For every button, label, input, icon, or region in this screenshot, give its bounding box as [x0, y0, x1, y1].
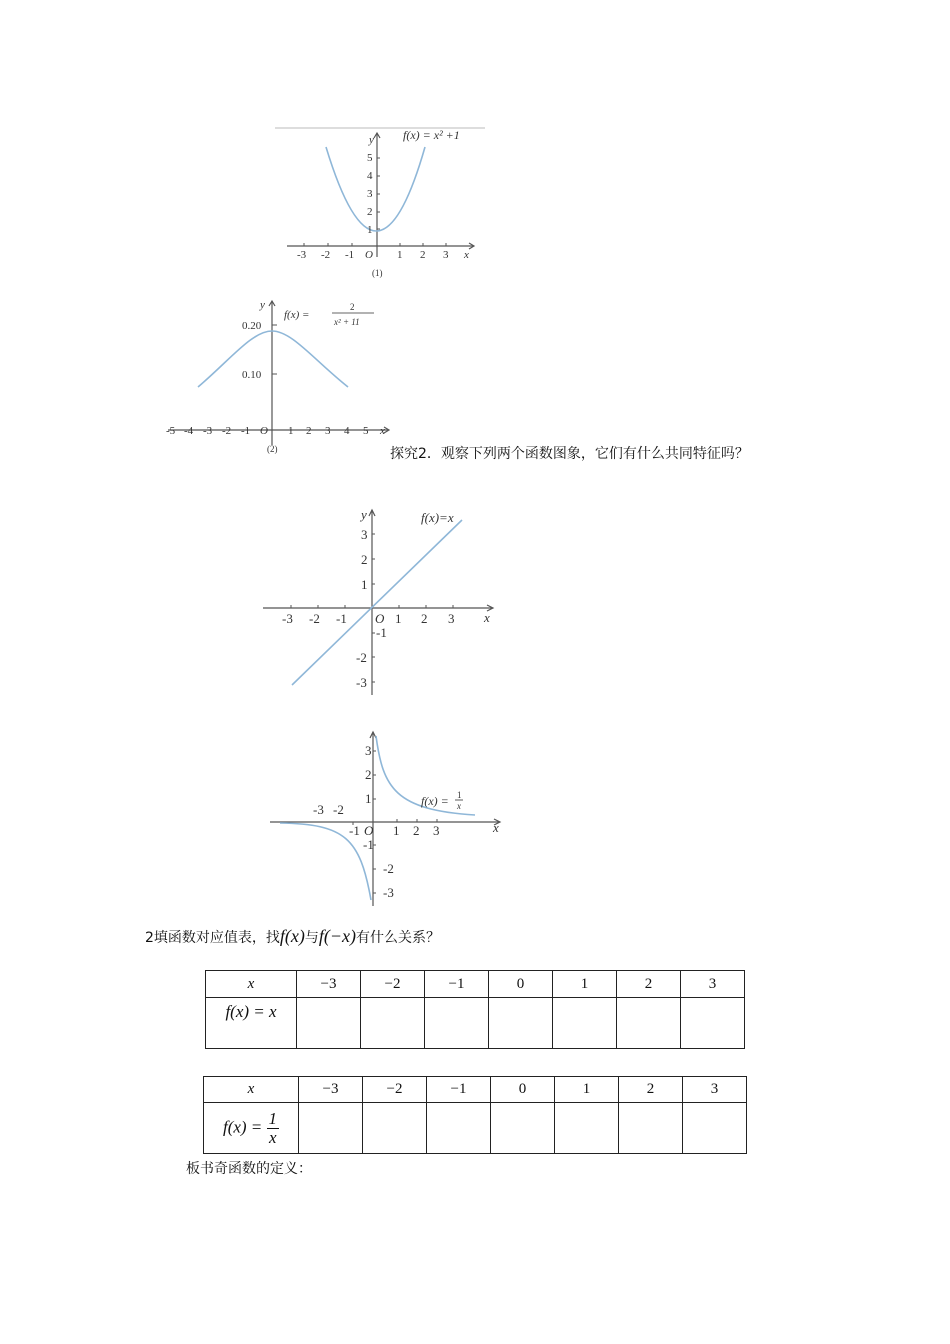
x-tick-label: -1 — [336, 611, 347, 626]
origin-label: O — [365, 249, 373, 261]
fraction-numerator: 1 — [268, 1108, 278, 1128]
y-tick-label: 5 — [367, 152, 373, 164]
exploration-prompt: 探究2．观察下列两个函数图象，它们有什么共同特征吗？ — [390, 446, 749, 462]
x-tick-label: -3 — [313, 802, 324, 817]
y-axis-label: y — [361, 507, 367, 522]
x-tick-label: 1 — [395, 611, 402, 626]
x-tick-label: 2 — [420, 249, 426, 261]
y-tick-label: -1 — [376, 625, 387, 640]
y-tick-label: 2 — [365, 767, 372, 782]
table-header-cell: 3 — [681, 971, 745, 998]
fraction-denominator: x — [457, 801, 461, 811]
definition-note: 板书奇函数的定义： — [186, 1161, 312, 1177]
x-tick-label: 2 — [413, 823, 420, 838]
x-tick-label: 3 — [325, 425, 331, 437]
y-tick-label: 0.10 — [242, 369, 262, 381]
y-tick-label: -2 — [383, 861, 394, 876]
x-tick-label: 3 — [448, 611, 455, 626]
y-tick-label: 2 — [367, 206, 373, 218]
table-empty-cell[interactable] — [297, 998, 361, 1049]
x-tick-label: -3 — [297, 249, 307, 261]
table-row-label — [204, 1103, 299, 1154]
y-tick-label: 1 — [361, 577, 368, 592]
y-tick-label: 0.20 — [242, 320, 262, 332]
table-header-cell: 0 — [489, 971, 553, 998]
y-tick-label: 3 — [365, 743, 372, 758]
y-tick-label: 1 — [367, 224, 373, 236]
x-tick-label: -2 — [333, 802, 344, 817]
table-header-cell: 2 — [619, 1077, 683, 1103]
x-tick-label: 4 — [344, 425, 350, 437]
x-tick-label: 1 — [397, 249, 403, 261]
y-tick-label: -1 — [363, 837, 374, 852]
table-header-cell: −1 — [425, 971, 489, 998]
graph-caption: (1) — [372, 268, 383, 278]
table-empty-cell[interactable] — [425, 998, 489, 1049]
x-tick-label: -1 — [345, 249, 355, 261]
fraction-denominator: x² + 11 — [334, 317, 360, 327]
table-header-cell: −3 — [297, 971, 361, 998]
bell-curve — [198, 331, 348, 387]
graph-parabola-svg — [275, 125, 490, 285]
x-tick-label: 1 — [393, 823, 400, 838]
x-axis-label: x — [493, 820, 499, 835]
y-tick-label: 4 — [367, 170, 373, 182]
x-tick-label: 2 — [306, 425, 312, 437]
x-tick-label: 3 — [443, 249, 449, 261]
x-tick-label: -3 — [203, 425, 213, 437]
table-header-cell: −1 — [427, 1077, 491, 1103]
table-empty-cell[interactable] — [683, 1103, 747, 1154]
value-table-reciprocal — [203, 1076, 747, 1154]
graph-parabola — [275, 125, 490, 285]
x-tick-label: 2 — [421, 611, 428, 626]
table-empty-cell[interactable] — [617, 998, 681, 1049]
table-header-cell: 0 — [491, 1077, 555, 1103]
x-axis-label: x — [484, 610, 490, 625]
fraction-numerator: 2 — [350, 302, 355, 312]
x-axis-label: x — [380, 425, 385, 437]
graph-bell-svg — [160, 295, 395, 460]
graph-function-label: f(x) = — [284, 309, 310, 321]
table-header-cell: −2 — [361, 971, 425, 998]
table-empty-cell[interactable] — [363, 1103, 427, 1154]
x-tick-label: -1 — [241, 425, 251, 437]
table-header-cell: 1 — [553, 971, 617, 998]
math-f-neg-x: f(−x) — [318, 926, 357, 946]
table-empty-cell[interactable] — [299, 1103, 363, 1154]
x-tick-label: -1 — [349, 823, 360, 838]
value-table-linear — [205, 970, 745, 1049]
y-tick-label: 1 — [365, 791, 372, 806]
y-tick-label: 3 — [367, 188, 373, 200]
table-instruction — [145, 926, 440, 947]
x-tick-label: 5 — [363, 425, 369, 437]
y-tick-label: 3 — [361, 527, 368, 542]
fraction-numerator: 1 — [457, 790, 462, 800]
fraction-denominator: x — [269, 1127, 277, 1147]
instruction-after: 有什么关系？ — [356, 930, 441, 946]
x-axis-label: x — [464, 249, 469, 261]
row-label-left: f(x) = — [222, 1116, 263, 1136]
linear-line — [292, 520, 462, 685]
y-axis-label: y — [369, 134, 374, 146]
origin-label: O — [364, 823, 374, 838]
x-tick-label: -2 — [309, 611, 320, 626]
table-header-cell: −3 — [299, 1077, 363, 1103]
table-header-cell: 2 — [617, 971, 681, 998]
graph-reciprocal — [265, 728, 505, 910]
x-tick-label: 1 — [288, 425, 294, 437]
origin-label: O — [260, 425, 268, 437]
table-row-label: f(x) = x — [206, 998, 297, 1049]
y-tick-label: -3 — [383, 885, 394, 900]
y-tick-label: -3 — [356, 675, 367, 690]
table-empty-cell[interactable] — [619, 1103, 683, 1154]
table-empty-cell[interactable] — [489, 998, 553, 1049]
x-tick-label: -2 — [321, 249, 331, 261]
table-header-x: x — [204, 1077, 299, 1103]
graph-function-label: f(x) = — [421, 794, 449, 808]
instruction-before: 2填函数对应值表，找 — [145, 930, 280, 946]
graph-bell — [160, 295, 395, 460]
x-tick-label: -4 — [184, 425, 194, 437]
x-tick-label: 3 — [433, 823, 440, 838]
graph-function-label: f(x)=x — [421, 510, 454, 525]
origin-label: O — [375, 611, 385, 626]
graph-linear — [258, 505, 498, 700]
table-empty-cell[interactable] — [555, 1103, 619, 1154]
table-empty-cell[interactable] — [361, 998, 425, 1049]
y-tick-label: 2 — [361, 552, 368, 567]
graph-function-label: f(x) = x² +1 — [403, 128, 460, 142]
y-tick-label: -2 — [356, 650, 367, 665]
parabola-curve — [326, 147, 425, 231]
table-header-cell: 3 — [683, 1077, 747, 1103]
table-empty-cell[interactable] — [491, 1103, 555, 1154]
table-empty-cell[interactable] — [553, 998, 617, 1049]
graph-caption: (2) — [267, 444, 278, 454]
graph-linear-svg — [258, 505, 498, 700]
x-tick-label: -5 — [166, 425, 176, 437]
table-empty-cell[interactable] — [427, 1103, 491, 1154]
table-header-cell: −2 — [363, 1077, 427, 1103]
row-label-fraction — [267, 1110, 280, 1147]
graph-reciprocal-svg — [265, 728, 505, 910]
instruction-middle: 与 — [304, 930, 319, 946]
math-fx: f(x) — [279, 926, 305, 946]
y-axis-label: y — [260, 299, 265, 311]
table-header-cell: 1 — [555, 1077, 619, 1103]
table-empty-cell[interactable] — [681, 998, 745, 1049]
x-tick-label: -2 — [222, 425, 232, 437]
table-header-x: x — [206, 971, 297, 998]
x-tick-label: -3 — [282, 611, 293, 626]
